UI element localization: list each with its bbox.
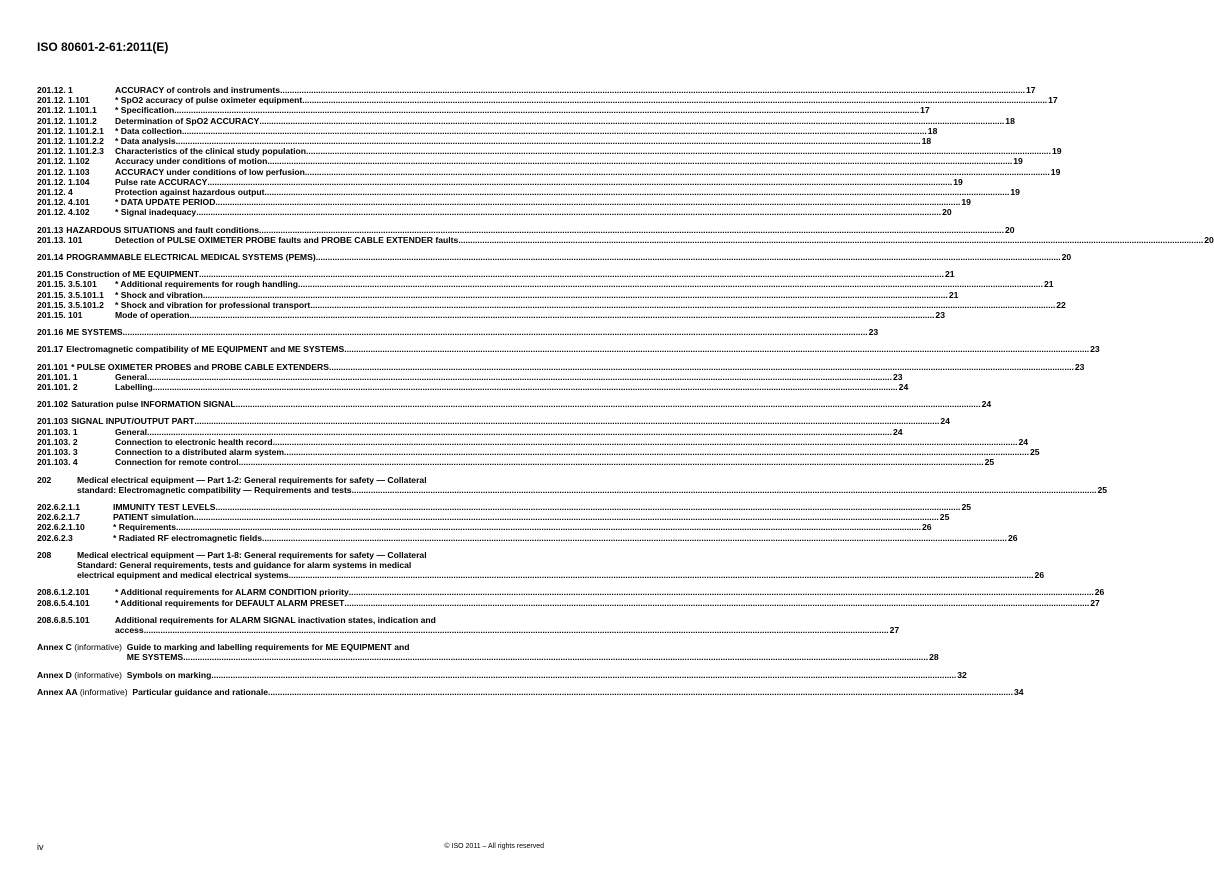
- toc-entry[interactable]: [37, 310, 945, 321]
- table-of-contents: [37, 85, 1214, 697]
- toc-entry-title: * Additional requirements for DEFAULT ALARM PRESET: [115, 597, 345, 608]
- toc-entry-annex-d[interactable]: [37, 669, 967, 680]
- toc-entry-number: 201.101. 1: [37, 371, 78, 382]
- toc-entry-page: 23: [1090, 344, 1100, 355]
- toc-entry-title-line: Standard: General requirements, tests and guidance for alarm systems in medical: [77, 559, 412, 570]
- toc-entry-page: 19: [1010, 187, 1020, 198]
- toc-entry-number: Annex C (informative): [37, 642, 123, 653]
- toc-entry-number: 202.6.2.1.7: [37, 512, 81, 523]
- toc-entry-number: 201.12. 1.101.2: [37, 115, 97, 126]
- toc-entry[interactable]: [37, 597, 1100, 608]
- toc-entry-number: 201.103. 2: [37, 436, 78, 447]
- toc-entry-number: 201.12. 1.102: [37, 156, 90, 167]
- toc-entry-page: 24: [981, 399, 992, 410]
- toc-entry-page: 21: [948, 289, 959, 300]
- toc-entry-number: 201.101. 2: [37, 382, 78, 393]
- toc-entry-page: 22: [1056, 299, 1066, 310]
- toc-entry-page: 19: [961, 197, 971, 208]
- toc-entry-page: 23: [892, 371, 903, 382]
- toc-entry[interactable]: [37, 416, 950, 427]
- toc-entry-number: 201.103. 4: [37, 457, 78, 468]
- toc-entry-title-line: Additional requirements for ALARM SIGNAL inactivation states, indication and: [115, 614, 436, 625]
- toc-entry-title: * Radiated RF electromagnetic fields: [113, 532, 262, 543]
- toc-entry-number: 201.13. 101: [37, 234, 83, 245]
- toc-entry-title: PATIENT simulation: [113, 512, 194, 523]
- toc-entry-number: 202.6.2.1.10: [37, 522, 85, 533]
- toc-entry[interactable]: [37, 457, 995, 468]
- toc-entry-title: Particular guidance and rationale: [132, 686, 269, 697]
- toc-entry-page: 26: [1034, 570, 1045, 581]
- toc-entry[interactable]: [37, 447, 1040, 458]
- toc-entry[interactable]: [37, 289, 959, 300]
- toc-entry-title: General: [115, 426, 148, 437]
- toc-entry-title: * SpO2 accuracy of pulse oximeter equipment: [115, 95, 303, 106]
- toc-entry[interactable]: [37, 252, 1072, 263]
- toc-entry[interactable]: [37, 382, 909, 393]
- toc-entry-title: General: [115, 371, 148, 382]
- toc-entry[interactable]: [37, 361, 1085, 372]
- toc-entry[interactable]: [37, 269, 955, 280]
- toc-entry[interactable]: [37, 156, 1023, 167]
- toc-entry-page: 19: [953, 176, 963, 187]
- toc-entry-title: * Signal inadequacy: [115, 207, 197, 218]
- toc-entry[interactable]: [37, 125, 938, 136]
- toc-entry[interactable]: [37, 436, 1029, 447]
- toc-entry-page: 32: [957, 669, 967, 680]
- toc-entry[interactable]: [37, 197, 971, 208]
- toc-entry-page: 18: [1005, 115, 1015, 126]
- toc-entry-title: IMMUNITY TEST LEVELS: [113, 501, 216, 512]
- toc-entry-page: 20: [942, 207, 952, 218]
- toc-entry-number: 201.103: [37, 416, 69, 427]
- toc-entry-number: 202.6.2.3: [37, 532, 73, 543]
- toc-entry-title-line: electrical equipment and medical electrical systems: [77, 570, 289, 581]
- toc-entry-title: * PULSE OXIMETER PROBES and PROBE CABLE EXTENDERS: [71, 361, 329, 372]
- toc-entry[interactable]: [37, 532, 1018, 543]
- toc-entry-page: 24: [1018, 436, 1029, 447]
- toc-entry[interactable]: [37, 512, 950, 523]
- toc-entry-title-line: Guide to marking and labelling requirements for ME EQUIPMENT and: [126, 642, 410, 653]
- toc-entry-number: 201.12. 1.101.1: [37, 105, 97, 116]
- toc-entry-number: 208.6.8.5.101: [37, 614, 90, 625]
- toc-entry-title: Labelling: [115, 382, 153, 393]
- toc-entry-title: * Additional requirements for rough handling: [115, 279, 299, 290]
- toc-entry-page: 25: [1029, 447, 1040, 458]
- toc-entry-page: 27: [889, 624, 900, 635]
- toc-entry-number: Annex AA (informative): [37, 686, 128, 697]
- toc-entry[interactable]: [37, 105, 930, 116]
- toc-entry[interactable]: [37, 136, 932, 147]
- toc-entry-number: 201.12. 1.101.2.2: [37, 136, 104, 147]
- toc-entry-page: 26: [921, 522, 932, 533]
- toc-entry-number: Annex D (informative): [37, 669, 123, 680]
- toc-entry-title: ME SYSTEMS: [66, 327, 123, 338]
- toc-entry-title: Protection against hazardous output: [115, 187, 265, 198]
- toc-entry[interactable]: [37, 146, 1062, 157]
- toc-entry-number: 201.15. 3.5.101: [37, 279, 97, 290]
- toc-entry-title-line: Medical electrical equipment — Part 1-8: General requirements for safety — Collateral: [77, 549, 427, 560]
- document-header: ISO 80601-2-61:2011(E): [37, 40, 169, 54]
- toc-entry-page: 18: [927, 125, 938, 136]
- toc-entry-number: 201.12. 1.101.2.1: [37, 125, 104, 136]
- toc-entry-title-line: access: [115, 624, 144, 635]
- toc-entry-number: 201.12. 4: [37, 187, 73, 198]
- toc-entry[interactable]: [37, 522, 932, 533]
- toc-entry-page: 19: [1051, 146, 1062, 157]
- toc-entry-title-line: ME SYSTEMS: [126, 652, 184, 663]
- toc-entry-page: 20: [1061, 252, 1072, 263]
- toc-entry-annex-c[interactable]: [37, 642, 939, 663]
- toc-entry-number: 201.12. 1.101: [37, 95, 90, 106]
- toc-entry-number: 201.15. 101: [37, 310, 83, 321]
- toc-entry-202[interactable]: [37, 474, 1108, 495]
- toc-entry-page: 23: [935, 310, 945, 321]
- toc-entry-title: * DATA UPDATE PERIOD: [115, 197, 216, 208]
- toc-entry-page: 28: [929, 652, 939, 663]
- copyright: © ISO 2011 – All rights reserved: [444, 843, 544, 850]
- toc-entry-number: 201.12. 1: [37, 85, 73, 95]
- toc-entry-number: 201.12. 1.101.2.3: [37, 146, 104, 157]
- toc-entry[interactable]: [37, 187, 1020, 198]
- toc-entry-page: 26: [1007, 532, 1018, 543]
- toc-entry-annex-aa[interactable]: [37, 686, 1024, 697]
- toc-entry-number: 201.12. 4.102: [37, 207, 90, 218]
- toc-entry-number: 201.12. 1.104: [37, 176, 90, 187]
- toc-entry[interactable]: [37, 95, 1058, 106]
- toc-entry-number: 201.103. 1: [37, 426, 78, 437]
- page-number: iv: [37, 842, 44, 852]
- toc-entry-title-line: Medical electrical equipment — Part 1-2: General requirements for safety — Collateral: [77, 474, 427, 485]
- toc-entry[interactable]: [37, 85, 1036, 95]
- toc-entry[interactable]: [37, 327, 879, 338]
- toc-entry-page: 25: [1097, 484, 1108, 495]
- toc-entry-title: Construction of ME EQUIPMENT: [66, 269, 200, 280]
- toc-entry[interactable]: [37, 115, 1015, 126]
- toc-entry[interactable]: [37, 371, 903, 382]
- toc-entry[interactable]: [37, 399, 992, 410]
- toc-entry-number: 201.14: [37, 252, 64, 263]
- toc-entry-page: 18: [921, 136, 932, 147]
- toc-entry[interactable]: [37, 587, 1105, 598]
- toc-entry-title: SIGNAL INPUT/OUTPUT PART: [71, 416, 195, 427]
- toc-entry-page: 20: [1004, 224, 1015, 235]
- toc-entry-page: 24: [898, 382, 909, 393]
- toc-entry-page: 17: [1048, 95, 1058, 106]
- toc-entry-number: 208.6.5.4.101: [37, 597, 90, 608]
- toc-entry-number: 201.101: [37, 361, 69, 372]
- toc-entry-title: Determination of SpO2 ACCURACY: [115, 115, 260, 126]
- toc-entry-page: 27: [1090, 597, 1100, 608]
- toc-entry-title: * Shock and vibration: [115, 289, 203, 300]
- toc-entry-title: Connection to electronic health record: [115, 436, 273, 447]
- toc-entry[interactable]: [37, 344, 1100, 355]
- toc-entry-title: Accuracy under conditions of motion: [115, 156, 268, 167]
- toc-entry-number: 201.13: [37, 224, 64, 235]
- toc-entry-page: 17: [920, 105, 930, 116]
- toc-entry-title: Symbols on marking: [126, 669, 212, 680]
- toc-entry-number: 201.12. 1.103: [37, 166, 90, 177]
- toc-entry[interactable]: [37, 501, 971, 512]
- toc-entry[interactable]: [37, 166, 1061, 177]
- toc-entry-title: Electromagnetic compatibility of ME EQUIPMENT and ME SYSTEMS: [66, 344, 345, 355]
- toc-entry-page: 26: [1094, 587, 1105, 598]
- toc-entry-page: 34: [1013, 686, 1024, 697]
- toc-entry[interactable]: [37, 426, 903, 437]
- toc-entry-number: 201.16: [37, 327, 64, 338]
- toc-entry-title: Connection to a distributed alarm system: [115, 447, 285, 458]
- toc-entry-number: 208: [37, 549, 52, 560]
- toc-entry-208[interactable]: [37, 549, 1045, 581]
- toc-entry-page: 17: [1025, 85, 1036, 95]
- toc-entry-title: Pulse rate ACCURACY: [115, 176, 208, 187]
- toc-entry-page: 20: [1204, 234, 1214, 245]
- toc-entry-title: * Additional requirements for ALARM CONDITION priority: [115, 587, 349, 598]
- toc-entry-title: ACCURACY of controls and instruments: [115, 85, 281, 95]
- toc-entry-number: 201.103. 3: [37, 447, 78, 458]
- toc-entry-title: Characteristics of the clinical study population: [115, 146, 307, 157]
- toc-entry-title: Detection of PULSE OXIMETER PROBE faults and PROBE CABLE EXTENDER faults: [115, 234, 459, 245]
- toc-entry-number: 201.17: [37, 344, 64, 355]
- toc-entry[interactable]: [37, 224, 1015, 235]
- toc-entry-title: HAZARDOUS SITUATIONS and fault conditions: [66, 224, 260, 235]
- toc-entry-number: 201.12. 4.101: [37, 197, 90, 208]
- toc-entry-page: 19: [1013, 156, 1023, 167]
- toc-entry-title: ACCURACY under conditions of low perfusion: [115, 166, 305, 177]
- toc-entry-page: 19: [1050, 166, 1061, 177]
- toc-entry-page: 21: [944, 269, 955, 280]
- toc-entry-title: * Data collection: [115, 125, 182, 136]
- toc-entry-title: * Shock and vibration for professional transport: [115, 299, 311, 310]
- toc-entry-number: 202: [37, 474, 52, 485]
- toc-entry-page: 21: [1043, 279, 1054, 290]
- toc-entry-title: Connection for remote control: [115, 457, 239, 468]
- toc-entry-page: 24: [940, 416, 950, 427]
- toc-entry-number: 202.6.2.1.1: [37, 501, 81, 512]
- toc-entry-208-6-8-5-101[interactable]: [37, 614, 900, 635]
- toc-entry-page: 23: [1074, 361, 1085, 372]
- toc-entry[interactable]: [37, 279, 1054, 290]
- toc-entry-title: * Data analysis: [115, 136, 176, 147]
- toc-entry-page: 23: [868, 327, 879, 338]
- toc-entry[interactable]: [37, 207, 952, 218]
- toc-entry-number: 201.102: [37, 399, 69, 410]
- toc-entry-title: Mode of operation: [115, 310, 190, 321]
- toc-entry-page: 25: [984, 457, 995, 468]
- toc-entry-number: 201.15: [37, 269, 64, 280]
- toc-entry-page: 24: [892, 426, 903, 437]
- toc-entry-title-line: standard: Electromagnetic compatibility — Requirements and tests: [77, 484, 352, 495]
- toc-entry[interactable]: [37, 176, 963, 187]
- toc-entry[interactable]: [37, 299, 1066, 310]
- toc-entry-number: 201.15. 3.5.101.2: [37, 299, 104, 310]
- toc-entry-title: * Requirements: [113, 522, 177, 533]
- toc-entry-title: PROGRAMMABLE ELECTRICAL MEDICAL SYSTEMS (PEMS): [66, 252, 316, 263]
- toc-entry-title: Saturation pulse INFORMATION SIGNAL: [71, 399, 236, 410]
- toc-entry-number: 208.6.1.2.101: [37, 587, 90, 598]
- toc-entry[interactable]: [37, 234, 1214, 245]
- toc-entry-title: * Specification: [115, 105, 175, 116]
- toc-entry-number: 201.15. 3.5.101.1: [37, 289, 104, 300]
- toc-entry-page: 25: [939, 512, 950, 523]
- toc-entry-page: 25: [961, 501, 971, 512]
